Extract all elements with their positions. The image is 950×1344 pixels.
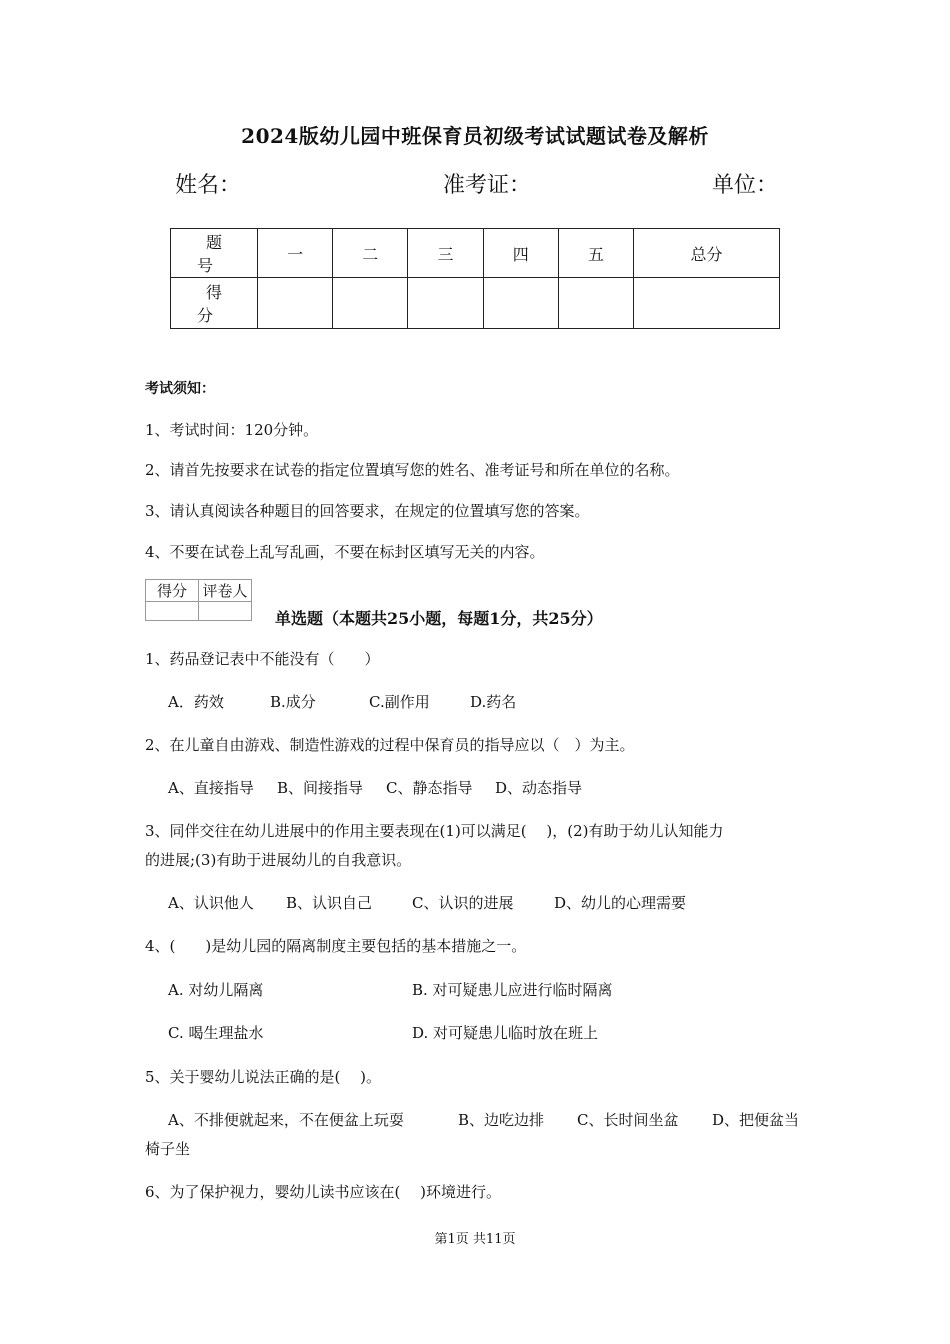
score-table-header-cell: 二 <box>333 229 408 278</box>
question-option[interactable]: B、边吃边排 <box>458 1111 545 1129</box>
notice-heading: 考试须知： <box>145 381 215 397</box>
question-option[interactable]: A、认识他人 <box>168 894 254 912</box>
score-cell[interactable] <box>408 278 483 329</box>
name-field-label: 姓名： <box>175 173 242 198</box>
page-footer: 第1页 共11页 <box>434 1232 516 1247</box>
question-stem: 1、药品登记表中不能没有（ ） <box>145 650 380 668</box>
score-table-header-cell: 一 <box>258 229 333 278</box>
score-cell[interactable] <box>258 278 333 329</box>
grader-table-grader-label: 评卷人 <box>199 580 252 602</box>
question-option[interactable]: D. 对可疑患儿临时放在班上 <box>412 1024 599 1042</box>
question-option[interactable]: D、幼儿的心理需要 <box>554 894 687 912</box>
question-option[interactable]: D、把便盆当 <box>712 1111 800 1129</box>
question-option[interactable]: C. 喝生理盐水 <box>168 1024 264 1042</box>
score-table-header-row <box>171 229 780 278</box>
score-cell[interactable] <box>333 278 408 329</box>
score-table-header-cell: 总分 <box>634 229 780 278</box>
question-stem: 5、关于婴幼儿说法正确的是( )。 <box>145 1068 382 1086</box>
exam-id-field-label: 准考证： <box>443 173 532 198</box>
document-title: 2024版幼儿园中班保育员初级考试试题试卷及解析 <box>241 124 709 148</box>
score-table-header-cell: 五 <box>558 229 633 278</box>
question-option[interactable]: C.副作用 <box>369 693 430 711</box>
question-option[interactable]: B.成分 <box>270 693 316 711</box>
grader-score-cell[interactable] <box>146 602 199 621</box>
score-cell[interactable] <box>483 278 558 329</box>
score-cell[interactable] <box>558 278 633 329</box>
question-option[interactable]: B. 对可疑患儿应进行临时隔离 <box>412 981 613 999</box>
grader-table <box>145 579 252 621</box>
notice-item: 4、不要在试卷上乱写乱画，不要在标封区填写无关的内容。 <box>145 543 545 561</box>
question-option[interactable]: A、不排便就起来，不在便盆上玩耍 <box>168 1111 404 1129</box>
question-option[interactable]: D、动态指导 <box>495 779 583 797</box>
question-stem: 6、为了保护视力，婴幼儿读书应该在( )环境进行。 <box>145 1183 502 1201</box>
score-table-header-cell: 题 号 <box>171 229 258 278</box>
notice-item: 2、请首先按要求在试卷的指定位置填写您的姓名、准考证号和所在单位的名称。 <box>145 461 680 479</box>
score-row-label: 得 分 <box>171 278 258 329</box>
question-option[interactable]: B、间接指导 <box>277 779 364 797</box>
score-table-score-row <box>171 278 780 329</box>
score-table-header-cell: 四 <box>483 229 558 278</box>
score-cell[interactable] <box>634 278 780 329</box>
question-option[interactable]: B、认识自己 <box>286 894 373 912</box>
score-table <box>170 228 780 329</box>
question-option[interactable]: C、静态指导 <box>386 779 473 797</box>
question-option[interactable]: C、长时间坐盆 <box>577 1111 679 1129</box>
notice-item: 1、考试时间：120分钟。 <box>145 421 319 439</box>
section-title: 单选题（本题共25小题，每题1分，共25分） <box>275 609 603 628</box>
question-option[interactable]: A、直接指导 <box>168 779 254 797</box>
question-option[interactable]: A．药效 <box>168 693 224 711</box>
question-option[interactable]: D.药名 <box>470 693 517 711</box>
grader-table-score-label: 得分 <box>146 580 199 602</box>
question-stem-continued: 的进展;(3)有助于进展幼儿的自我意识。 <box>145 851 412 869</box>
grader-name-cell[interactable] <box>199 602 252 621</box>
question-option[interactable]: A. 对幼儿隔离 <box>168 981 264 999</box>
question-stem: 2、在儿童自由游戏、制造性游戏的过程中保育员的指导应以（ ）为主。 <box>145 736 635 754</box>
question-stem: 3、同伴交往在幼儿进展中的作用主要表现在(1)可以满足( )，(2)有助于幼儿认知能力 <box>145 822 724 840</box>
notice-item: 3、请认真阅读各种题目的回答要求，在规定的位置填写您的答案。 <box>145 502 590 520</box>
question-option-continued: 椅子坐 <box>145 1140 191 1158</box>
question-option[interactable]: C、认识的进展 <box>412 894 514 912</box>
question-stem: 4、( )是幼儿园的隔离制度主要包括的基本措施之一。 <box>145 937 527 955</box>
score-table-header-cell: 三 <box>408 229 483 278</box>
unit-field-label: 单位： <box>712 173 779 198</box>
